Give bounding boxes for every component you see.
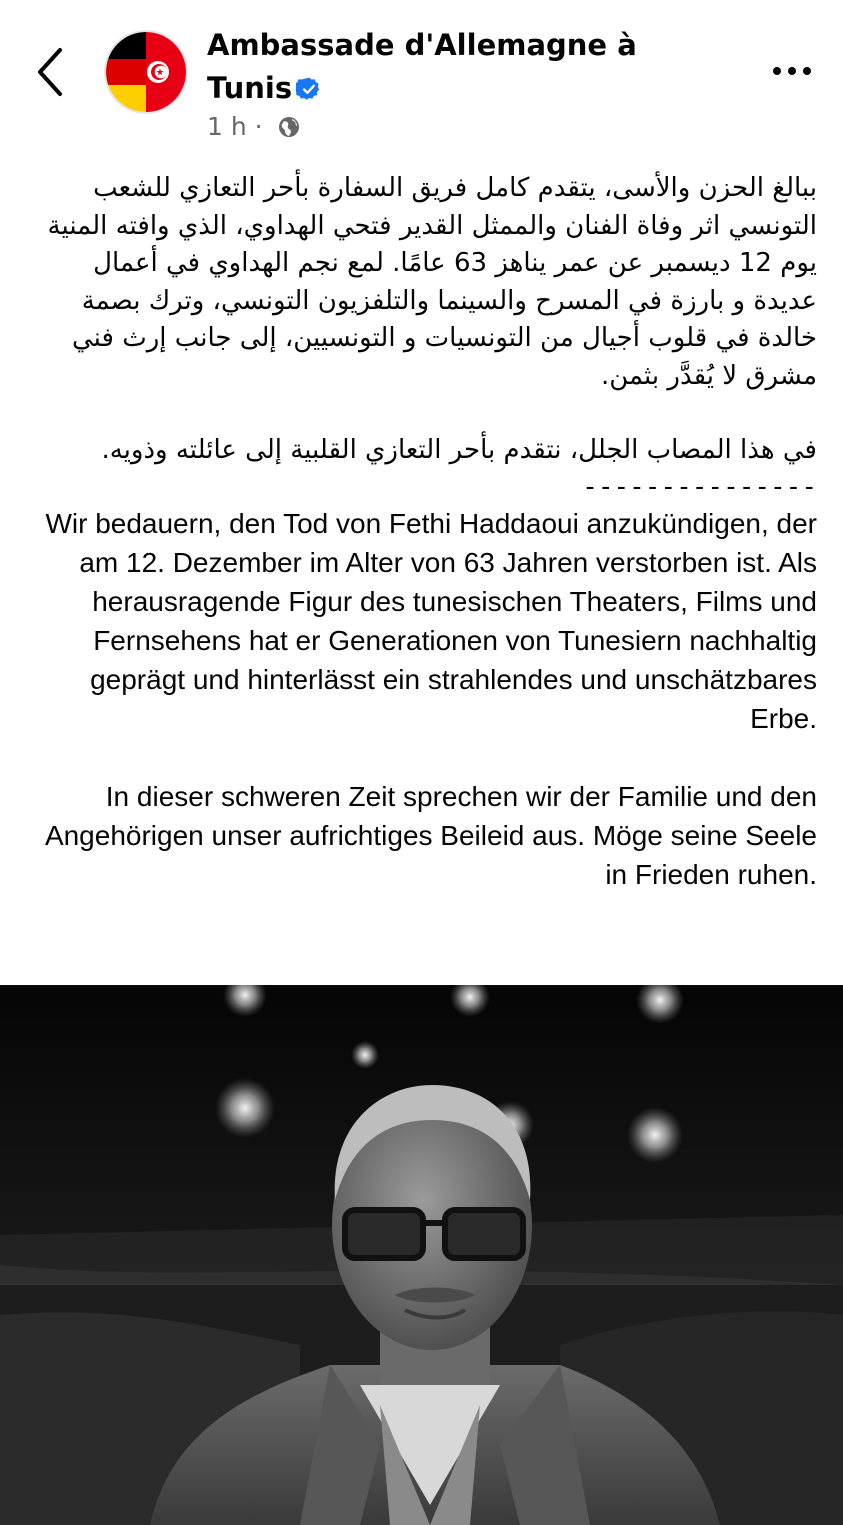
post-photo[interactable] [0,985,843,1525]
chevron-left-icon [28,40,78,104]
german-paragraph-1: Wir bedauern, den Tod von Fethi Haddaoui anzukündigen, der am 12. Dezember im Alter von 63 Jahren verstorben ist. Als herausragende Figur des tunesischen Theaters, Films und Fernsehens hat er Generationen von Tunesiern nachhaltig geprägt und hinterlässt ein strahlendes und unschätzbares Erbe. [45,507,817,734]
german-text [40,504,817,894]
post-header [0,0,843,150]
back-button[interactable] [28,40,78,104]
page-name-text[interactable]: Ambassade d'Allemagne à Tunis [207,28,637,105]
post-body [40,170,817,894]
globe-icon[interactable] [277,115,301,139]
post-time[interactable]: 1 h [207,112,247,141]
post-meta [207,112,301,142]
meta-separator: · [254,112,263,141]
page-avatar[interactable] [104,30,188,114]
arabic-paragraph-2: في هذا المصاب الجلل، نتقدم بأحر التعازي القلبية إلى عائلته وذويه. [101,435,817,465]
german-paragraph-2: In dieser schweren Zeit sprechen wir der Familie und den Angehörigen unser aufrichtiges Beileid aus. Möge seine Seele in Frieden ruhen. [44,780,817,890]
arabic-paragraph-1: ببالغ الحزن والأسى، يتقدم كامل فريق السفارة بأحر التعازي للشعب التونسي اثر وفاة الفنان والممثل القدير فتحي الهداوي، الذي وافته المنية يوم 12 ديسمبر عن عمر يناهز 63 عامًا. لمع نجم الهداوي في أعمال عديدة و بارزة في المسرح والسينما والتلفزيون التونسي، وترك بصمة خالدة في قلوب أجيال من التونسيات و التونسيين، إلى جانب إرث فني مشرق لا يُقدَّر بثمن. [47,173,817,391]
page-name[interactable] [207,24,687,110]
more-options-button[interactable] [768,56,816,86]
more-horizontal-icon [768,56,816,86]
flag-logo-icon [106,32,186,112]
arabic-text [40,170,817,470]
verified-badge-icon [296,76,322,102]
text-divider: --------------- [582,471,817,502]
portrait-photo-icon [0,985,843,1525]
